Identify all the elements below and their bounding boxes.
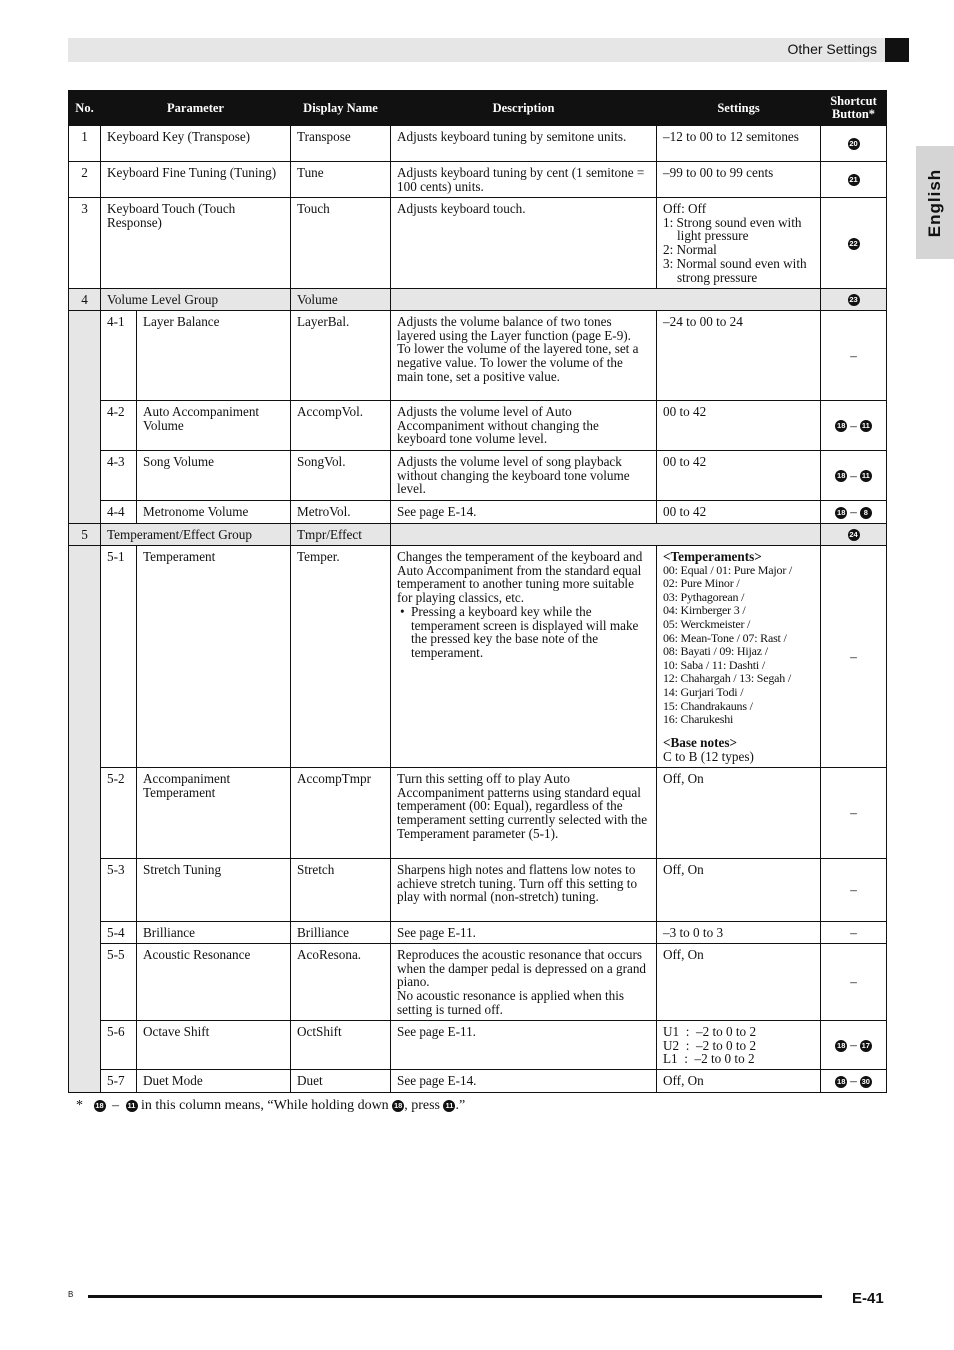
row-settings: 00 to 42 xyxy=(657,501,821,524)
row-no: 5-3 xyxy=(101,859,137,922)
temperament-item: 00: Equal / 01: Pure Major / xyxy=(663,562,793,577)
group-row xyxy=(69,524,887,546)
row-description xyxy=(391,944,657,1021)
row-description xyxy=(391,311,657,401)
parameter-table xyxy=(68,90,887,1093)
row-shortcut: 18 – 11 xyxy=(821,451,887,501)
temperament-item: 15: Chandrakauns / xyxy=(663,698,753,713)
row-description: Adjusts the volume level of song playback without changing the keyboard tone volume level. xyxy=(391,451,657,501)
setting-option: U2 : –2 to 0 to 2 xyxy=(663,1037,757,1053)
shortcut-button-icon: 20 xyxy=(849,139,858,149)
table-row xyxy=(69,1070,887,1093)
table-row xyxy=(69,311,887,401)
row-no: 5-7 xyxy=(101,1070,137,1093)
description-text: Adjusts the volume balance of two tones layered using the Layer function (page E-9). xyxy=(397,314,631,343)
temperament-item: 06: Mean-Tone / 07: Rast / xyxy=(663,630,787,645)
shortcut-button-icon: 18 xyxy=(95,1100,104,1110)
footnote-text: in this column means, “While holding down xyxy=(141,1098,389,1113)
table-row xyxy=(69,1021,887,1070)
description-text: No acoustic resonance is applied when this setting is turned off. xyxy=(397,988,625,1017)
row-description: Turn this setting off to play Auto Accompaniment patterns using standard equal temperament (00: Equal), regardless of the temperament setting currently selected with the Temperament parameter (5-1). xyxy=(391,768,657,859)
row-parameter: Volume Level Group xyxy=(101,289,291,311)
row-parameter: Keyboard Key (Transpose) xyxy=(101,126,291,162)
row-parameter: Metronome Volume xyxy=(137,501,291,524)
col-header-display-name: Display Name xyxy=(291,91,391,126)
table-row xyxy=(69,401,887,451)
row-display-name: Touch xyxy=(291,198,391,289)
row-no: 5-6 xyxy=(101,1021,137,1070)
row-shortcut xyxy=(821,524,887,546)
shortcut-button-icon: 8 xyxy=(860,507,872,519)
setting-option: 3: Normal sound even with strong pressure xyxy=(663,255,807,285)
row-display-name: Temper. xyxy=(291,546,391,768)
temperament-item: 03: Pythagorean / xyxy=(663,589,745,604)
base-notes-label: <Base notes> xyxy=(663,734,738,750)
row-shortcut: – xyxy=(821,768,887,859)
row-parameter: Song Volume xyxy=(137,451,291,501)
group-row xyxy=(69,289,887,311)
row-no: 1 xyxy=(69,126,101,162)
row-shortcut: – xyxy=(821,922,887,944)
table-row xyxy=(69,768,887,859)
temperaments-label: <Temperaments> xyxy=(663,549,762,564)
row-shortcut: 18 – 8 xyxy=(821,501,887,524)
shortcut-button-icon: 17 xyxy=(861,1041,870,1051)
shortcut-button-icon: 11 xyxy=(860,420,872,432)
row-description: See page E-14. xyxy=(391,501,657,524)
bullet-list xyxy=(397,605,650,660)
table-row xyxy=(69,198,887,289)
row-no: 4-3 xyxy=(101,451,137,501)
row-display-name: Tune xyxy=(291,162,391,198)
row-settings xyxy=(657,546,821,768)
row-settings: –12 to 00 to 12 semitones xyxy=(657,126,821,162)
col-header-description: Description xyxy=(391,91,657,126)
row-no: 4-1 xyxy=(101,311,137,401)
row-shortcut xyxy=(821,162,887,198)
row-no: 5-1 xyxy=(101,546,137,768)
row-no: 5-4 xyxy=(101,922,137,944)
row-display-name: Volume xyxy=(291,289,391,311)
shortcut-button-icon: 21 xyxy=(849,175,858,185)
table-row xyxy=(69,859,887,922)
temperament-item: 08: Bayati / 09: Hijaz / xyxy=(663,644,768,659)
shortcut-button-icon: 18 xyxy=(837,421,846,431)
header-marker-block xyxy=(885,38,909,62)
row-parameter: Acoustic Resonance xyxy=(137,944,291,1021)
footnote: * 18 – 11 in this column means, “While holding down 18 , press 11 .” xyxy=(76,1098,466,1113)
table-row xyxy=(69,501,887,524)
col-header-parameter: Parameter xyxy=(101,91,291,126)
description-text: Changes the temperament of the keyboard and Auto Accompaniment from the standard equal temperament to another tuning more suitable for playing classics, etc. xyxy=(397,549,643,606)
setting-option: 1: Strong sound even with light pressure xyxy=(663,214,802,244)
group-indent-cell xyxy=(69,546,101,1093)
row-shortcut: – xyxy=(821,944,887,1021)
shortcut-button-icon: 18 xyxy=(837,1041,846,1051)
header-bar xyxy=(68,38,885,62)
row-settings: 00 to 42 xyxy=(657,401,821,451)
row-settings: Off, On xyxy=(657,944,821,1021)
temperament-item: 16: Charukeshi xyxy=(663,712,734,727)
row-display-name: AccompVol. xyxy=(291,401,391,451)
description-text: Reproduces the acoustic resonance that occurs when the damper pedal is depressed on a grand piano. xyxy=(397,947,647,990)
row-parameter: Keyboard Fine Tuning (Tuning) xyxy=(101,162,291,198)
row-no: 4-2 xyxy=(101,401,137,451)
language-tab-label: English xyxy=(925,168,944,237)
row-parameter: Auto Accompaniment Volume xyxy=(137,401,291,451)
row-no: 5-5 xyxy=(101,944,137,1021)
row-settings xyxy=(657,1021,821,1070)
shortcut-button-icon: 18 xyxy=(837,471,846,481)
row-display-name: AcoResona. xyxy=(291,944,391,1021)
row-parameter: Octave Shift xyxy=(137,1021,291,1070)
col-header-settings: Settings xyxy=(657,91,821,126)
row-shortcut: 18 – 11 xyxy=(821,401,887,451)
description-text: To lower the volume of the layered tone, set a negative value. To lower the volume of the main tone, set a positive value. xyxy=(397,341,639,384)
footer-rule xyxy=(88,1295,822,1298)
col-header-shortcut: Shortcut Button* xyxy=(821,91,887,126)
temperament-item: 10: Saba / 11: Dashti / xyxy=(663,657,765,672)
row-parameter: Layer Balance xyxy=(137,311,291,401)
footnote-text: , press xyxy=(404,1098,440,1113)
row-no: 4 xyxy=(69,289,101,311)
row-shortcut: – xyxy=(821,546,887,768)
row-parameter: Accompaniment Temperament xyxy=(137,768,291,859)
section-title: Other Settings xyxy=(787,41,877,57)
row-no: 5-2 xyxy=(101,768,137,859)
row-display-name: MetroVol. xyxy=(291,501,391,524)
row-no: 5 xyxy=(69,524,101,546)
row-display-name: Stretch xyxy=(291,859,391,922)
corner-mark: B xyxy=(68,1290,74,1299)
row-description: Adjusts the volume level of Auto Accompaniment without changing the keyboard tone volume level. xyxy=(391,401,657,451)
shortcut-button-icon: 22 xyxy=(849,238,858,248)
table-row xyxy=(69,922,887,944)
setting-option: 2: Normal xyxy=(663,242,717,258)
temperament-item: 05: Werckmeister / xyxy=(663,617,751,632)
row-description: See page E-11. xyxy=(391,922,657,944)
shortcut-button-icon: 11 xyxy=(126,1100,138,1112)
temperament-item: 02: Pure Minor / xyxy=(663,576,740,591)
row-empty xyxy=(391,524,821,546)
row-description xyxy=(391,546,657,768)
shortcut-button-icon: 11 xyxy=(443,1100,455,1112)
row-parameter: Temperament/Effect Group xyxy=(101,524,291,546)
setting-option: U1 : –2 to 0 to 2 xyxy=(663,1024,757,1039)
row-display-name: AccompTmpr xyxy=(291,768,391,859)
col-header-no: No. xyxy=(69,91,101,126)
table-row xyxy=(69,126,887,162)
table-row xyxy=(69,162,887,198)
row-settings: Off, On xyxy=(657,768,821,859)
row-description: Sharpens high notes and flattens low notes to achieve stretch tuning. Turn off this setting to play with normal (non-stretch) tuning. xyxy=(391,859,657,922)
row-description: Adjusts keyboard tuning by semitone units. xyxy=(391,126,657,162)
row-no: 2 xyxy=(69,162,101,198)
table-header-row xyxy=(69,91,887,126)
row-parameter: Brilliance xyxy=(137,922,291,944)
temperament-list xyxy=(663,564,814,727)
footnote-star: * xyxy=(76,1098,83,1113)
row-settings: –3 to 0 to 3 xyxy=(657,922,821,944)
shortcut-button-icon: 30 xyxy=(861,1077,870,1087)
temperament-item: 04: Kirnberger 3 / xyxy=(663,603,746,618)
row-settings: Off, On xyxy=(657,859,821,922)
shortcut-button-icon: 11 xyxy=(860,470,872,482)
row-description: See page E-11. xyxy=(391,1021,657,1070)
row-no: 3 xyxy=(69,198,101,289)
table-row xyxy=(69,944,887,1021)
base-notes-value: C to B (12 types) xyxy=(663,748,754,764)
shortcut-button-icon: 18 xyxy=(837,1077,846,1087)
row-settings: Off, On xyxy=(657,1070,821,1093)
row-settings: –24 to 00 to 24 xyxy=(657,311,821,401)
temperament-item: 14: Gurjari Todi / xyxy=(663,685,744,700)
row-parameter: Keyboard Touch (Touch Response) xyxy=(101,198,291,289)
temperament-item: 12: Chahargah / 13: Segah / xyxy=(663,671,792,686)
row-shortcut: – xyxy=(821,311,887,401)
row-shortcut: – xyxy=(821,859,887,922)
shortcut-button-icon: 18 xyxy=(394,1100,403,1110)
row-shortcut xyxy=(821,198,887,289)
row-settings: –99 to 00 to 99 cents xyxy=(657,162,821,198)
row-shortcut xyxy=(821,289,887,311)
row-settings: 00 to 42 xyxy=(657,451,821,501)
row-display-name: Duet xyxy=(291,1070,391,1093)
row-description: See page E-14. xyxy=(391,1070,657,1093)
shortcut-button-icon: 24 xyxy=(849,530,858,540)
row-description: Adjusts keyboard tuning by cent (1 semitone = 100 cents) units. xyxy=(391,162,657,198)
language-tab xyxy=(916,146,954,259)
row-shortcut: 18 – 17 xyxy=(821,1021,887,1070)
group-indent-cell xyxy=(69,311,101,524)
row-display-name: LayerBal. xyxy=(291,311,391,401)
row-shortcut: 18 – 30 xyxy=(821,1070,887,1093)
shortcut-button-icon: 18 xyxy=(837,507,846,517)
footnote-text: .” xyxy=(455,1098,466,1113)
table-row xyxy=(69,451,887,501)
row-display-name: Tmpr/Effect xyxy=(291,524,391,546)
row-display-name: Transpose xyxy=(291,126,391,162)
table-row xyxy=(69,546,887,768)
row-no: 4-4 xyxy=(101,501,137,524)
row-display-name: OctShift xyxy=(291,1021,391,1070)
row-parameter: Stretch Tuning xyxy=(137,859,291,922)
row-empty xyxy=(391,289,821,311)
row-parameter: Duet Mode xyxy=(137,1070,291,1093)
row-parameter: Temperament xyxy=(137,546,291,768)
row-settings xyxy=(657,198,821,289)
bullet-item: • Pressing a keyboard key while the temperament screen is displayed will make the pressed key the base note of the temperament. xyxy=(397,605,650,660)
shortcut-button-icon: 23 xyxy=(849,295,858,305)
row-shortcut xyxy=(821,126,887,162)
row-display-name: Brilliance xyxy=(291,922,391,944)
page-number: E-41 xyxy=(852,1290,884,1307)
setting-option: Off: Off xyxy=(663,201,707,216)
row-display-name: SongVol. xyxy=(291,451,391,501)
setting-option: L1 : –2 to 0 to 2 xyxy=(663,1051,755,1067)
row-description: Adjusts keyboard touch. xyxy=(391,198,657,289)
